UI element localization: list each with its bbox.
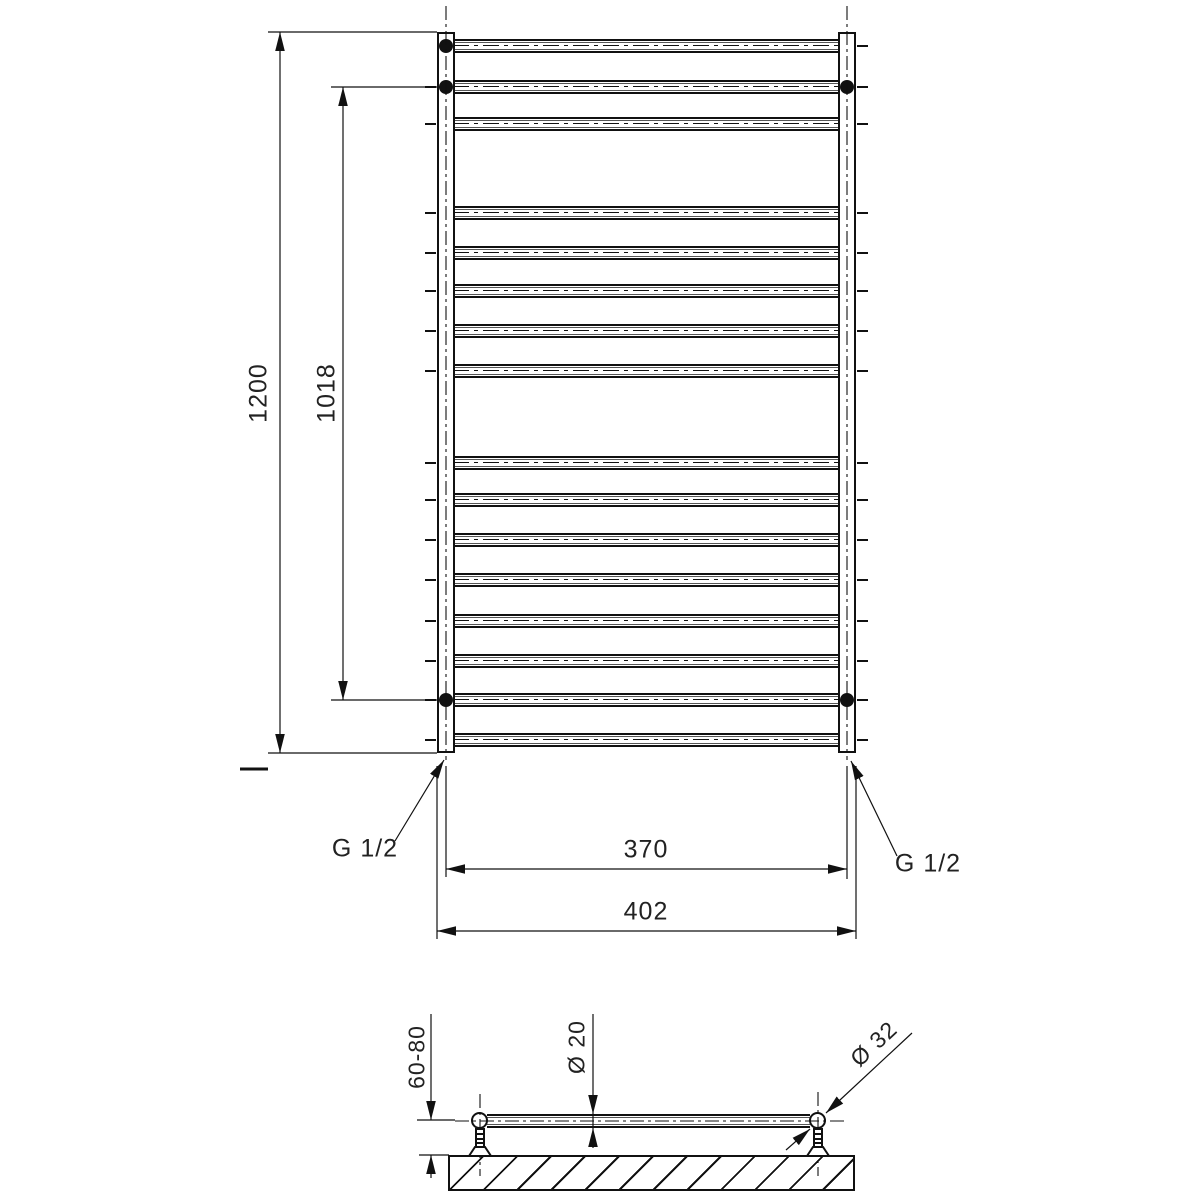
rung-centerline-tick	[857, 660, 868, 662]
right-rail-cross-section	[809, 1112, 826, 1129]
rung-centerline-tick	[857, 86, 868, 88]
thread-label-right: G 1/2	[894, 849, 962, 878]
rung-tube-section	[487, 1114, 810, 1128]
rung	[453, 533, 840, 547]
dim-label-overall-width: 402	[623, 897, 669, 926]
rung-centerline-tick	[857, 620, 868, 622]
rung-centerline-tick	[425, 620, 436, 622]
rung	[453, 693, 840, 707]
dim-label-rail-diameter: Ø 32	[845, 1015, 903, 1072]
rung-centerline-tick	[425, 462, 436, 464]
plan-view-dimensions	[417, 1014, 912, 1178]
rung	[453, 324, 840, 338]
dim-label-wall-distance: 60-80	[403, 1025, 430, 1089]
thread-label-left: G 1/2	[331, 834, 399, 863]
mounting-dot-left	[439, 693, 453, 707]
rung-centerline-tick	[857, 290, 868, 292]
dim-label-connection-height: 1018	[312, 363, 341, 423]
rung-centerline-tick	[857, 539, 868, 541]
rung	[453, 206, 840, 220]
dim-label-center-width: 370	[623, 835, 669, 864]
rung-centerline-tick	[857, 462, 868, 464]
rung-centerline-tick	[425, 660, 436, 662]
rung-centerline-tick	[857, 699, 868, 701]
rung	[453, 80, 840, 94]
rung-centerline-tick	[857, 330, 868, 332]
rung-centerline-tick	[857, 45, 868, 47]
rung-centerline-tick	[425, 86, 436, 88]
rung-centerline-tick	[425, 699, 436, 701]
rung-centerline-tick	[425, 123, 436, 125]
leader-thread-left	[395, 760, 444, 841]
rung-centerline-tick	[425, 252, 436, 254]
rung	[453, 364, 840, 378]
dim-label-tube-diameter: Ø 20	[563, 1020, 590, 1074]
rung-centerline-tick	[425, 539, 436, 541]
rung-centerline-tick	[425, 212, 436, 214]
rung	[453, 654, 840, 668]
left-vertical-rail	[437, 32, 455, 753]
mounting-dot-left	[439, 80, 453, 94]
rung-centerline-tick	[857, 252, 868, 254]
rung-centerline-tick	[857, 499, 868, 501]
right-bracket-stem	[814, 1129, 822, 1147]
rung-centerline-tick	[425, 330, 436, 332]
front-view-dimensions	[240, 32, 897, 939]
rung-centerline-tick	[857, 739, 868, 741]
rung	[453, 493, 840, 507]
rung	[453, 117, 840, 131]
wall-hatched-section	[448, 1155, 855, 1191]
rung-centerline-tick	[425, 739, 436, 741]
mounting-dot-right	[840, 80, 854, 94]
centerlines	[446, 6, 847, 1176]
rung	[453, 39, 840, 53]
rung	[453, 456, 840, 470]
wall-brackets	[469, 1129, 829, 1156]
rung-centerline-tick	[425, 290, 436, 292]
leader-d32-lower	[786, 1129, 810, 1150]
left-bracket-stem	[476, 1129, 484, 1147]
rung	[453, 733, 840, 747]
rung-centerline-tick	[425, 370, 436, 372]
rung	[453, 573, 840, 587]
rung-centerline-tick	[857, 212, 868, 214]
dim-label-total-height: 1200	[244, 363, 273, 423]
rung-centerline-tick	[425, 499, 436, 501]
rung	[453, 614, 840, 628]
right-vertical-rail	[838, 32, 856, 753]
leader-thread-right	[851, 761, 897, 856]
rung-centerline-tick	[425, 579, 436, 581]
rung	[453, 284, 840, 298]
rung	[453, 246, 840, 260]
mounting-dot-left	[439, 39, 453, 53]
left-rail-cross-section	[471, 1112, 488, 1129]
rung-centerline-tick	[857, 123, 868, 125]
mounting-dot-right	[840, 693, 854, 707]
rung-centerline-tick	[857, 370, 868, 372]
rung-centerline-tick	[857, 579, 868, 581]
